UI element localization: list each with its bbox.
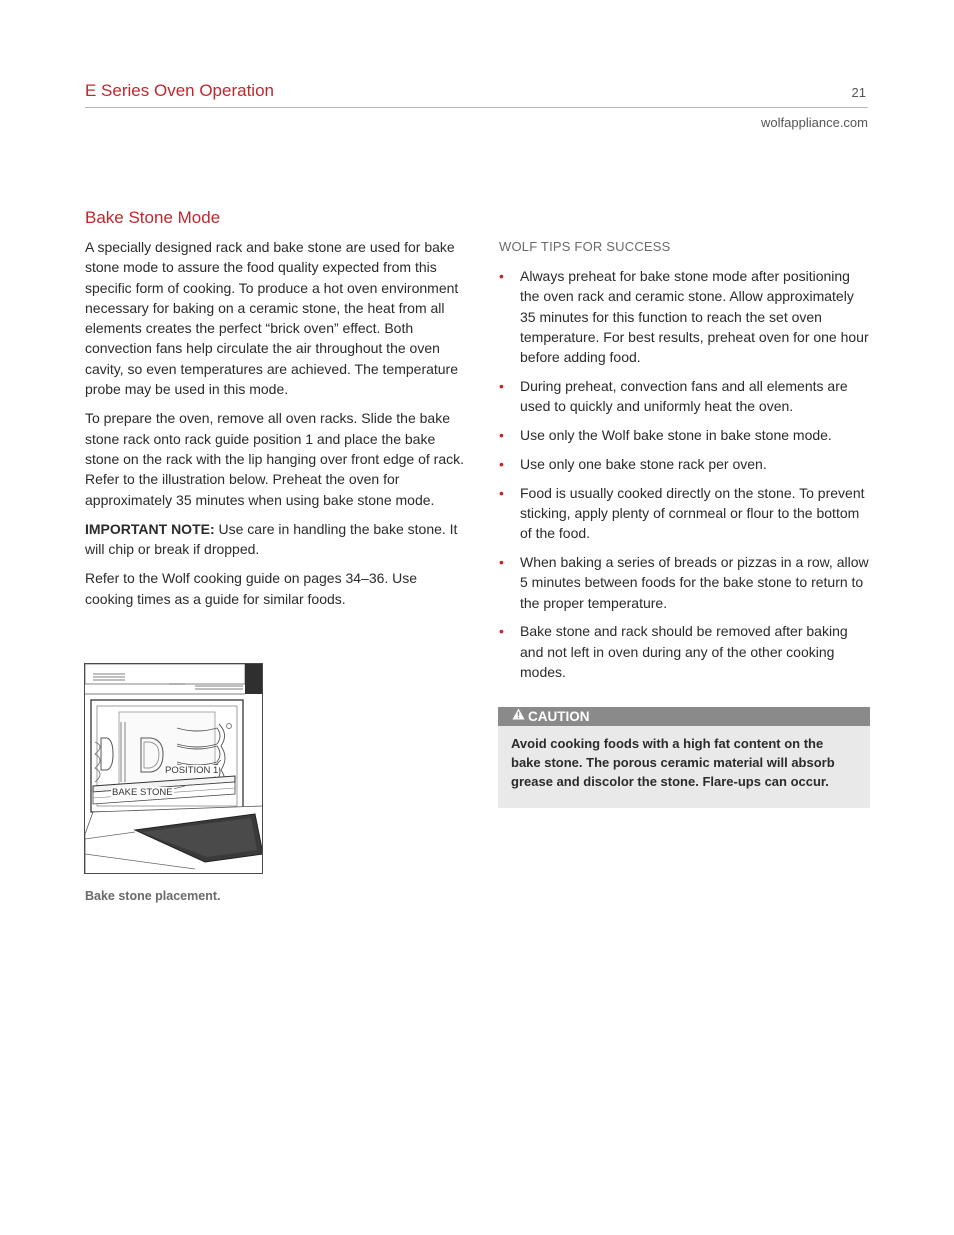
tip-text: Use only one bake stone rack per oven.	[520, 455, 767, 472]
tip-item	[499, 376, 871, 417]
caution-label: CAUTION	[528, 709, 590, 724]
header-divider	[85, 107, 868, 108]
important-note-text: Use care in handling the bake stone. It will chip or break if dropped.	[85, 520, 458, 558]
figure-caption: Bake stone placement.	[85, 889, 221, 903]
tip-text: Bake stone and rack should be removed after baking and not left in oven during any of the other cooking modes.	[520, 623, 848, 681]
tip-item	[499, 266, 871, 367]
label-bake-stone: BAKE STONE	[112, 787, 173, 798]
caution-text: Avoid cooking foods with a high fat content on the bake stone. The porous ceramic material will absorb grease and discolor the stone. Flare-ups can occur.	[511, 736, 835, 789]
caution-header	[498, 707, 870, 726]
important-note	[85, 519, 465, 560]
bullet-icon: •	[499, 377, 504, 394]
bullet-icon: •	[499, 623, 504, 640]
website-url[interactable]: wolfappliance.com	[761, 115, 868, 130]
intro-text	[85, 237, 465, 618]
paragraph-prepare: To prepare the oven, remove all oven racks. Slide the bake stone rack onto rack guide position 1 and place the bake stone on the rack with the lip hanging over front edge of rack. Refer to the illustration below. Preheat the oven for approximately 35 minutes when using bake stone mode.	[85, 410, 465, 508]
bullet-icon: •	[499, 268, 504, 284]
header-title: E Series Oven Operation	[85, 81, 274, 100]
tips-list	[499, 266, 871, 691]
tip-item	[499, 621, 871, 682]
tip-text: Food is usually cooked directly on the stone. To prevent sticking, apply plenty of cornmeal or flour to the bottom of the food.	[520, 484, 865, 542]
tip-text: During preheat, convection fans and all elements are used to quickly and uniformly heat the oven.	[520, 377, 848, 415]
tip-text: Always preheat for bake stone mode after positioning the oven rack and ceramic stone. Allow approximately 35 minutes for this function to reach the set oven temperature. For best results, preheat oven for one hour before adding food.	[520, 268, 869, 366]
bullet-icon: •	[499, 484, 504, 501]
tip-item	[499, 483, 871, 544]
tip-item	[499, 425, 871, 445]
label-position-1: POSITION 1	[165, 765, 219, 776]
page-number: 21	[851, 85, 866, 100]
paragraph-intro: A specially designed rack and bake stone are used for bake stone mode to assure the food quality expected from this specific form of cooking. To produce a hot oven environment necessary for baking on a ceramic stone, the heat from all elements creates the perfect “brick oven” effect. Both convection fans help circulate the air throughout the oven cavity, so even temperatures are achieved. The temperature probe may be used in this mode.	[85, 239, 459, 398]
bullet-icon: •	[499, 427, 504, 444]
section-title: Bake Stone Mode	[85, 208, 221, 227]
bake-stone-illustration	[84, 663, 263, 874]
bullet-icon: •	[499, 455, 504, 472]
tip-text: Use only the Wolf bake stone in bake stone mode.	[520, 427, 832, 444]
important-note-label: IMPORTANT NOTE:	[85, 520, 215, 537]
paragraph-guide: Refer to the Wolf cooking guide on pages 34–36. Use cooking times as a guide for similar foods.	[85, 570, 418, 607]
tip-item	[499, 454, 871, 474]
warning-triangle-icon	[512, 707, 525, 726]
caution-box	[498, 707, 870, 808]
tip-text: When baking a series of breads or pizzas in a row, allow 5 minutes between foods for the bake stone to return to the proper temperature.	[520, 554, 869, 611]
bullet-icon: •	[499, 554, 504, 571]
tips-heading: WOLF TIPS FOR SUCCESS	[499, 239, 671, 254]
tip-item	[499, 552, 871, 613]
